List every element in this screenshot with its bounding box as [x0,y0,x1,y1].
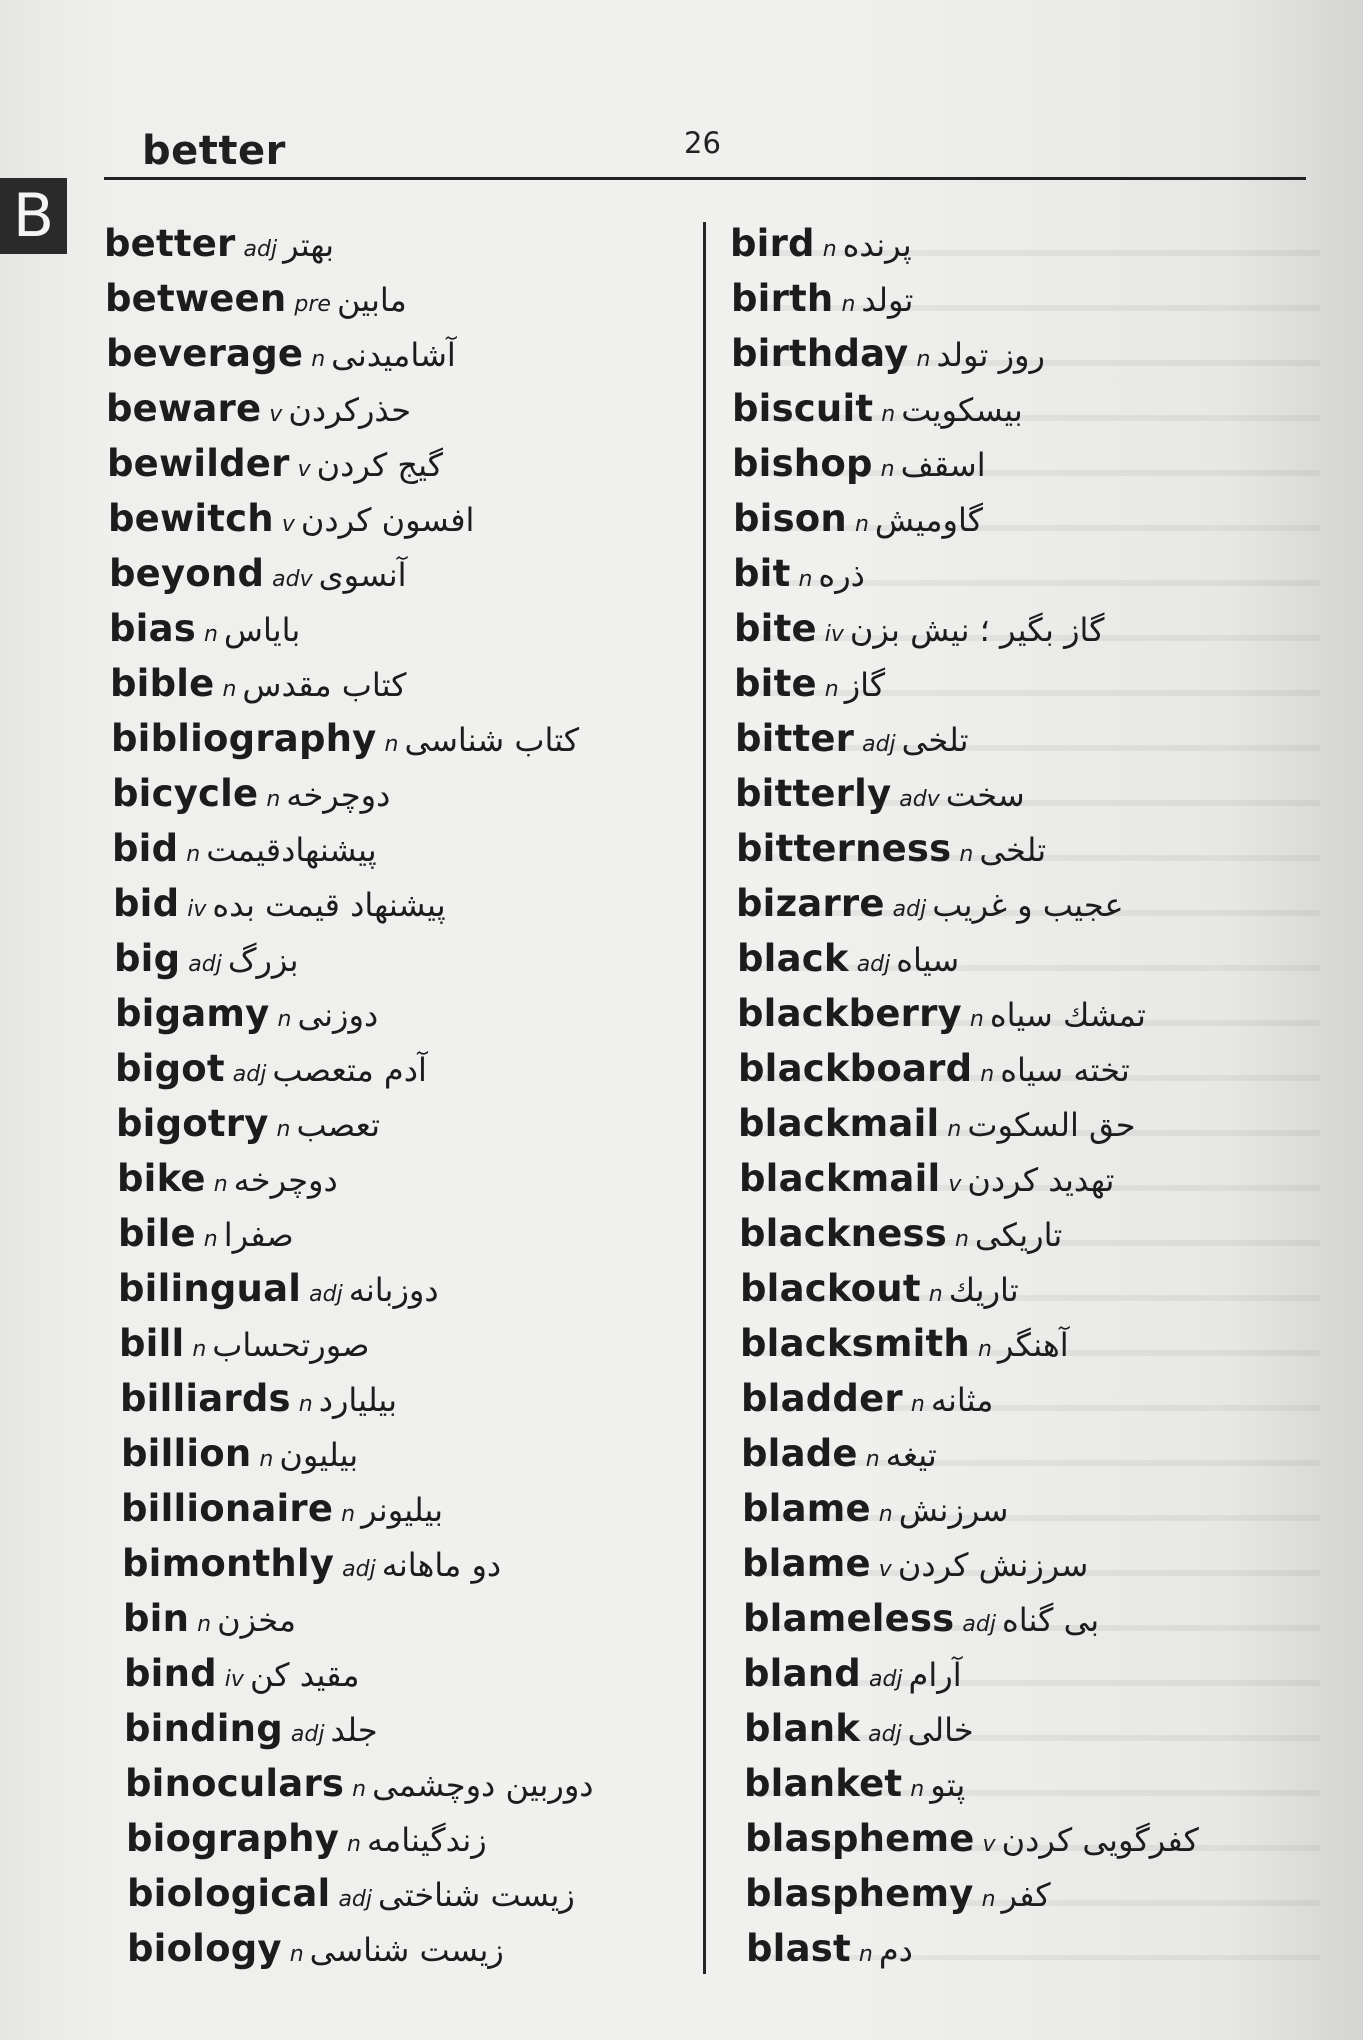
headword: bigamy [115,992,270,1035]
persian-translation: تعصب [296,1106,380,1144]
part-of-speech: n [186,842,201,867]
persian-translation: افسون کردن [300,501,475,539]
headword: bias [109,607,196,650]
part-of-speech: n [824,677,839,702]
part-of-speech: iv [824,622,844,647]
part-of-speech: iv [187,897,207,922]
persian-translation: زیست شناسی [309,1931,504,1969]
persian-translation: پیشنهاد قیمت بده [212,886,446,924]
part-of-speech: adj [868,1667,903,1692]
persian-translation: خالی [907,1711,974,1749]
dictionary-entry [730,931,1330,986]
persian-translation: جلد [330,1711,378,1749]
dictionary-entry [730,1426,1330,1481]
headword: beverage [106,332,304,375]
headword: bishop [732,442,873,485]
part-of-speech: adj [868,1722,902,1747]
part-of-speech: v [982,1832,996,1857]
headword: billionaire [121,1487,334,1530]
persian-translation: دوزبانه [348,1271,439,1309]
headword: bland [743,1652,861,1695]
headword: birth [731,277,834,320]
dictionary-entry [104,876,704,931]
headword: big [114,937,181,980]
persian-translation: سیاه [896,941,960,979]
persian-translation: تمشك سیاه [989,996,1146,1034]
persian-translation: دوچرخه [286,776,391,814]
headword: billiards [120,1377,291,1420]
headword: bitter [735,717,855,760]
headword: biological [127,1872,331,1915]
part-of-speech: n [881,402,896,427]
headword: blaspheme [745,1817,975,1860]
persian-translation: کفر [1001,1876,1051,1914]
persian-translation: ذره [818,556,865,594]
right-column [730,216,1330,1976]
headword: blame [742,1542,871,1585]
persian-translation: صفرا [223,1216,294,1254]
headword: bitterly [735,772,892,815]
dictionary-entry [104,711,704,766]
part-of-speech: pre [294,292,331,317]
part-of-speech: n [969,1007,984,1032]
dictionary-entry [730,326,1330,381]
dictionary-entry [730,271,1330,326]
dictionary-entry [104,216,704,271]
persian-translation: مثانه [930,1381,994,1419]
part-of-speech: n [822,237,837,262]
dictionary-entry [104,821,704,876]
persian-translation: بایاس [223,611,301,649]
dictionary-entry [730,656,1330,711]
persian-translation: بیسکویت [901,391,1023,429]
persian-translation: تاریکی [974,1216,1063,1254]
persian-translation: مخزن [217,1601,297,1639]
persian-translation: آرام [908,1656,962,1694]
part-of-speech: n [311,347,326,372]
dictionary-entry [104,1701,704,1756]
persian-translation: زیست شناختی [378,1876,575,1914]
persian-translation: صورتحساب [212,1326,370,1364]
dictionary-entry [730,986,1330,1041]
dictionary-entry [730,766,1330,821]
headword: blackberry [737,992,962,1035]
dictionary-entry [104,601,704,656]
headword: bile [118,1212,196,1255]
headword: binoculars [125,1762,345,1805]
letter-tab: B [0,178,67,254]
persian-translation: گیج کردن [316,446,443,484]
part-of-speech: v [878,1557,892,1582]
part-of-speech: n [980,1062,995,1087]
persian-translation: دوچرخه [233,1161,338,1199]
part-of-speech: v [281,512,295,537]
part-of-speech: adj [892,897,927,922]
dictionary-entry [104,491,704,546]
headword: bilingual [118,1267,302,1310]
part-of-speech: adj [290,1722,325,1747]
persian-translation: گاز [844,666,886,704]
persian-translation: پتو [930,1766,966,1804]
part-of-speech: n [289,1942,304,1967]
persian-translation: تولد [861,281,914,319]
headword: bite [734,662,817,705]
headword: biscuit [732,387,874,430]
dictionary-entry [730,1151,1330,1206]
persian-translation: سخت [945,776,1025,814]
headword: bigot [115,1047,225,1090]
persian-translation: گاومیش [874,501,983,539]
dictionary-entry [104,1041,704,1096]
headword: blank [744,1707,861,1750]
headword: blackout [740,1267,921,1310]
persian-translation: تهدید کردن [967,1161,1115,1199]
persian-translation: پرنده [842,226,912,264]
headword: bike [117,1157,206,1200]
dictionary-entry [730,1316,1330,1371]
part-of-speech: n [981,1887,996,1912]
dictionary-entry [104,766,704,821]
persian-translation: روز تولد [936,336,1045,374]
dictionary-entry [104,1261,704,1316]
part-of-speech: v [297,457,311,482]
persian-translation: کتاب مقدس [242,666,407,704]
part-of-speech: adj [338,1887,373,1912]
dictionary-entry [730,601,1330,656]
part-of-speech: n [213,1172,228,1197]
headword: blade [741,1432,858,1475]
dictionary-entry [730,1866,1330,1921]
part-of-speech: adj [243,237,278,262]
headword: beware [106,387,262,430]
persian-translation: بیلیارد [318,1381,397,1419]
headword: blast [746,1927,851,1970]
dictionary-entry [104,1921,704,1976]
dictionary-entry [730,1261,1330,1316]
dictionary-entry [104,1756,704,1811]
dictionary-entry [104,381,704,436]
dictionary-entry [104,1866,704,1921]
dictionary-entry [104,546,704,601]
dictionary-entry [730,821,1330,876]
persian-translation: بی گناه [1001,1601,1100,1639]
dictionary-entry [730,1701,1330,1756]
persian-translation: کفرگویی کردن [1001,1821,1199,1859]
headword: birthday [731,332,909,375]
persian-translation: مقید کن [249,1656,360,1694]
dictionary-entry [730,1536,1330,1591]
dictionary-entry [730,711,1330,766]
part-of-speech: n [928,1282,943,1307]
persian-translation: عجیب و غریب [932,886,1124,924]
dictionary-entry [104,1206,704,1261]
part-of-speech: n [977,1337,992,1362]
part-of-speech: n [878,1502,893,1527]
part-of-speech: n [259,1447,274,1472]
headword: bladder [741,1377,903,1420]
persian-translation: مابین [336,281,407,319]
dictionary-entry [104,931,704,986]
headword: bird [730,222,815,265]
part-of-speech: n [916,347,931,372]
persian-translation: بهتر [283,226,335,264]
persian-translation: بیلیون [279,1436,359,1474]
persian-translation: حذرکردن [288,391,411,429]
dictionary-entry [730,1756,1330,1811]
header-rule [104,177,1306,180]
part-of-speech: adj [862,732,896,757]
left-column [104,216,704,1976]
persian-translation: دوربین دوچشمی [372,1766,594,1804]
headword: blackmail [738,1102,940,1145]
part-of-speech: v [948,1172,962,1197]
headword: bit [733,552,791,595]
persian-translation: آدم متعصب [272,1051,427,1089]
part-of-speech: n [341,1502,356,1527]
headword: biology [127,1927,282,1970]
part-of-speech: adj [856,952,891,977]
part-of-speech: adv [272,567,313,592]
dictionary-entry [104,1096,704,1151]
dictionary-entry [730,1481,1330,1536]
dictionary-entry [104,1646,704,1701]
part-of-speech: adj [309,1282,343,1307]
headword: bibliography [111,717,377,760]
dictionary-entry [104,1536,704,1591]
headword: binding [124,1707,283,1750]
headword: beyond [109,552,265,595]
headword: bible [110,662,215,705]
persian-translation: تلخی [901,721,969,759]
part-of-speech: n [203,1227,218,1252]
dictionary-entry [104,1811,704,1866]
part-of-speech: n [858,1942,873,1967]
dictionary-entry [730,1811,1330,1866]
dictionary-entry [104,326,704,381]
persian-translation: آشامیدنی [331,336,456,374]
persian-translation: بزرگ [227,941,299,979]
dictionary-entry [730,436,1330,491]
dictionary-entry [104,1151,704,1206]
part-of-speech: v [269,402,283,427]
dictionary-entry [104,1481,704,1536]
part-of-speech: n [910,1392,925,1417]
persian-translation: سرزنش کردن [897,1546,1089,1584]
dictionary-entry [730,1206,1330,1261]
headword: bin [123,1597,190,1640]
headword: between [105,277,287,320]
page-number: 26 [684,126,721,160]
headword: bewitch [108,497,274,540]
dictionary-entry [730,381,1330,436]
persian-translation: دو ماهانه [381,1546,502,1584]
part-of-speech: n [954,1227,969,1252]
dictionary-entry [104,436,704,491]
persian-translation: سرزنش [898,1491,1009,1529]
part-of-speech: n [277,1007,292,1032]
persian-translation: دوزنی [297,996,379,1034]
persian-translation: تیغه [885,1436,937,1474]
dictionary-entry [730,1041,1330,1096]
headword: bizarre [736,882,885,925]
part-of-speech: n [222,677,237,702]
part-of-speech: adj [962,1612,996,1637]
headword: bison [733,497,847,540]
part-of-speech: iv [224,1667,244,1692]
part-of-speech: n [841,292,856,317]
part-of-speech: n [266,787,281,812]
dictionary-entry [730,1921,1330,1976]
headword: blacksmith [740,1322,970,1365]
persian-translation: دم [878,1931,913,1969]
part-of-speech: n [865,1447,880,1472]
part-of-speech: adj [342,1557,376,1582]
headword: bewilder [107,442,290,485]
dictionary-entry [104,271,704,326]
headword: blame [742,1487,871,1530]
dictionary-entry [730,1591,1330,1646]
dictionary-entry [104,1591,704,1646]
dictionary-entry [104,1426,704,1481]
headword: better [104,222,236,265]
dictionary-entry [730,1371,1330,1426]
dictionary-entry [730,876,1330,931]
guide-word: better [142,128,286,174]
headword: bimonthly [122,1542,335,1585]
persian-translation: تاریك [948,1271,1019,1309]
headword: bicycle [112,772,259,815]
headword: blanket [744,1762,903,1805]
persian-translation: گاز بگیر ؛ نیش بزن [849,611,1105,649]
part-of-speech: n [880,457,895,482]
headword: blameless [743,1597,955,1640]
dictionary-entry [730,1096,1330,1151]
dictionary-entry [104,656,704,711]
headword: bill [119,1322,185,1365]
dictionary-entry [730,491,1330,546]
headword: bid [113,882,180,925]
part-of-speech: n [298,1392,313,1417]
persian-translation: پیشنهادقیمت [206,831,377,869]
headword: blackboard [738,1047,973,1090]
headword: bid [112,827,179,870]
dictionary-entry [730,546,1330,601]
part-of-speech: n [947,1117,962,1142]
persian-translation: آهنگر [997,1326,1069,1364]
dictionary-entry [730,1646,1330,1701]
headword: bigotry [116,1102,269,1145]
part-of-speech: n [197,1612,212,1637]
part-of-speech: adj [188,952,222,977]
persian-translation: تلخی [979,831,1047,869]
dictionary-entry [104,986,704,1041]
persian-translation: حق السکوت [967,1106,1136,1144]
headword: bitterness [736,827,952,870]
persian-translation: کتاب شناسی [404,721,580,759]
part-of-speech: adj [232,1062,267,1087]
part-of-speech: n [959,842,974,867]
dictionary-entry [730,216,1330,271]
dictionary-entry [104,1371,704,1426]
column-divider [703,222,706,1974]
part-of-speech: n [192,1337,207,1362]
part-of-speech: n [854,512,869,537]
part-of-speech: n [352,1777,367,1802]
part-of-speech: adv [899,787,940,812]
dictionary-entry [104,1316,704,1371]
persian-translation: زندگینامه [367,1821,487,1859]
headword: black [737,937,849,980]
part-of-speech: n [347,1832,361,1857]
persian-translation: بیلیونر [361,1491,444,1529]
persian-translation: اسقف [900,446,986,484]
part-of-speech: n [910,1777,925,1802]
headword: biography [126,1817,340,1860]
headword: blackness [739,1212,947,1255]
part-of-speech: n [203,622,218,647]
headword: blackmail [739,1157,941,1200]
persian-translation: آنسوی [318,556,407,594]
part-of-speech: n [384,732,399,757]
headword: billion [121,1432,252,1475]
persian-translation: تخته سیاه [1000,1051,1130,1089]
headword: blasphemy [745,1872,974,1915]
part-of-speech: n [276,1117,291,1142]
headword: bind [124,1652,217,1695]
part-of-speech: n [798,567,813,592]
headword: bite [734,607,817,650]
